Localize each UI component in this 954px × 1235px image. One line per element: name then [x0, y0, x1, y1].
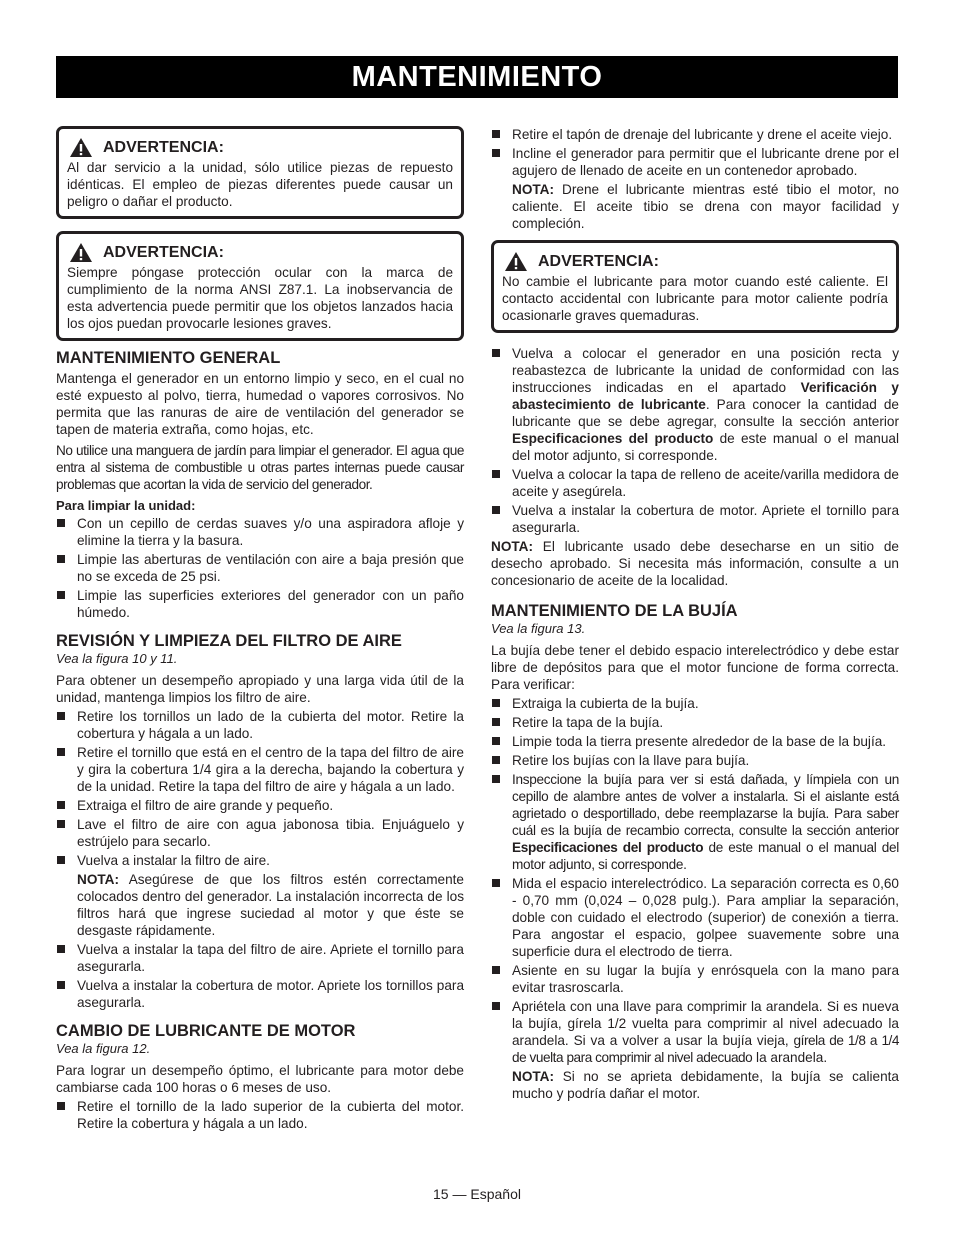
warning-label: ADVERTENCIA: [103, 243, 224, 261]
note-text: Asegúrese de que los filtros estén correctamente colocados dentro del generador. La instalación incorrecta de los filtros hará que ingrese suciedad al motor y que éste se desgaste rápidamente. [77, 872, 464, 938]
warning-header [502, 251, 888, 272]
note [491, 1068, 899, 1102]
subheading-clean: Para limpiar la unidad: [56, 498, 196, 513]
warning-box-parts [56, 126, 464, 219]
warning-triangle-icon [69, 242, 93, 263]
list-item: Mida el espacio interelectródico. La separación correcta es 0,60 - 0,70 mm (0,024 – 0,028 pulg.). Para ampliar la separación, doble con cuidado el electrodo (superior) de conexión a tierra. Para angostar el espacio, golpee suavemente sobre una superficie dura el electrodo de tierra. [491, 875, 899, 960]
warning-triangle-icon [504, 251, 528, 272]
warning-text: Siempre póngase protección ocular con la marca de cumplimiento de la norma ANSI Z87.1. La inobservancia de esta advertencia puede permitir que los objetos lanzados hacia los ojos puedan provocarle lesiones graves. [67, 265, 453, 331]
note [56, 871, 464, 939]
list-item: Retire los tornillos un lado de la cubierta del motor. Retire la cobertura y hágala a un lado. [56, 708, 464, 742]
note-label: NOTA: [491, 539, 534, 554]
paragraph: No utilice una manguera de jardín para limpiar el generador. El agua que entra al sistema de combustible u otras partes internas puede causar problemas que acortan la vida de servicio del generador. [56, 443, 464, 492]
warning-header [67, 137, 453, 158]
page-footer: 15 — Español [433, 1186, 521, 1202]
list-item: Limpie las superficies exteriores del generador con un paño húmedo. [56, 587, 464, 621]
list-item: Extraiga el filtro de aire grande y pequeño. [56, 797, 464, 814]
warning-box-eye-protection [56, 231, 464, 341]
right-column [491, 126, 899, 1104]
list-item: Lave el filtro de aire con agua jabonosa tibia. Enjuáguelo y estrújelo para secarlo. [56, 816, 464, 850]
list-item: Retire el tornillo de la lado superior de la cubierta del motor. Retire la cobertura y hágala a un lado. [56, 1098, 464, 1132]
note [491, 181, 899, 232]
figure-reference: Vea la figura 13. [491, 621, 586, 636]
list-item: Retire los bujías con la llave para bujía. [491, 752, 899, 769]
list-item: Incline el generador para permitir que el lubricante drene por el agujero de llenado de aceite en un contenedor aprobado. [491, 145, 899, 179]
note-text: Drene el lubricante mientras esté tibio el motor, no caliente. El aceite tibio se drena con mayor facilidad y compleción. [512, 182, 899, 231]
list-item: Limpie las aberturas de ventilación con aire a baja presión que no se exceda de 25 psi. [56, 551, 464, 585]
list-item: Vuelva a instalar la filtro de aire. [56, 852, 464, 869]
list-item: Con un cepillo de cerdas suaves y/o una aspiradora afloje y elimine la tierra y la basura. [56, 515, 464, 549]
list-item: Vuelva a instalar la cobertura de motor. Apriete el tornillo para asegurarla. [491, 502, 899, 536]
paragraph: Para lograr un desempeño óptimo, el lubricante para motor debe cambiarse cada 100 horas o 6 meses de uso. [56, 1063, 464, 1095]
warning-box-hot-oil [491, 240, 899, 333]
section-heading-general: MANTENIMIENTO GENERAL [56, 349, 281, 367]
list-item: Limpie toda la tierra presente alrededor de la base de la bujía. [491, 733, 899, 750]
list-item: Inspeccione la bujía para ver si está dañada, y límpiela con un cepillo de alambre antes de volver a instalarla. Si el aislante está agrietado o desportillado, debe reemplazarse la bujía. Para saber cuál es la bujía de recambio correcta, consulte la sección anterior Especificaciones del producto de este manual o el manual del motor adjunto, si corresponde. [491, 771, 899, 873]
paragraph: Mantenga el generador en un entorno limpio y seco, en el cual no esté expuesto al polvo, tierra, humedad o vapores corrosivos. No permita que las ranuras de aire de ventilación del generador se tapen de materia extraña, como hojas, etc. [56, 371, 464, 437]
list-item: Vuelva a colocar la tapa de relleno de aceite/varilla medidora de aceite y asegúrela. [491, 466, 899, 500]
note-label: NOTA: [512, 182, 555, 197]
paragraph: Para obtener un desempeño apropiado y una larga vida útil de la unidad, mantenga limpios los filtro de aire. [56, 673, 464, 705]
left-column [56, 126, 464, 1134]
section-heading-oil-change: CAMBIO DE LUBRICANTE DE MOTOR [56, 1022, 356, 1040]
warning-text: Al dar servicio a la unidad, sólo utilice piezas de repuesto idénticas. El empleo de piezas diferentes puede causar un peligro o dañar el producto. [67, 160, 453, 209]
warning-label: ADVERTENCIA: [538, 252, 659, 270]
list-item: Apriétela con una llave para comprimir la arandela. Si es nueva la bujía, gírela 1/2 vuelta para comprimir al nivel adecuado la arandela. Si va a volver a usar la bujía vieja, gírela de 1/8 a 1/4 de vuelta para comprimir al nivel adecuado la arandela. [491, 998, 899, 1066]
list-item: Vuelva a colocar el generador en una posición recta y reabastezca de lubricante la unidad de conformidad con las instrucciones indicadas en el apartado Verificación y abastecimiento de lubricante. Para conocer la cantidad de lubricante que se debe agregar, consulte la sección anterior Especificaciones del producto de este manual o el manual del motor adjunto, si corresponde. [491, 345, 899, 464]
note-label: NOTA: [512, 1069, 555, 1084]
list-item: Vuelva a instalar la tapa del filtro de aire. Apriete el tornillo para asegurarla. [56, 941, 464, 975]
note [491, 538, 899, 589]
page-title: MANTENIMIENTO [56, 56, 898, 98]
warning-text: No cambie el lubricante para motor cuando esté caliente. El contacto accidental con lubricante para motor caliente podría ocasionarle graves quemaduras. [502, 274, 888, 323]
list-item: Asiente en su lugar la bujía y enrósquela con la mano para evitar trasroscarla. [491, 962, 899, 996]
list-item: Extraiga la cubierta de la bujía. [491, 695, 899, 712]
figure-reference: Vea la figura 12. [56, 1041, 151, 1056]
warning-label: ADVERTENCIA: [103, 138, 224, 156]
note-label: NOTA: [77, 872, 120, 887]
list-item: Retire el tornillo que está en el centro de la tapa del filtro de aire y gira la cobertura 1/4 gira a la derecha, bajando la cobertura y de la unidad. Retire la tapa del filtro de aire y hágala a un lado. [56, 744, 464, 795]
list-item: Retire la tapa de la bujía. [491, 714, 899, 731]
warning-header [67, 242, 453, 263]
note-text: El lubricante usado debe desecharse en un sitio de desecho aprobado. Si necesita más información, consulte a un concesionario de aceite de la localidad. [491, 539, 899, 588]
section-heading-spark-plug: MANTENIMIENTO DE LA BUJÍA [491, 602, 738, 620]
note-text: Si no se aprieta debidamente, la bujía se calienta mucho y podría dañar el motor. [512, 1069, 899, 1101]
list-item: Retire el tapón de drenaje del lubricante y drene el aceite viejo. [491, 126, 899, 143]
list-item: Vuelva a instalar la cobertura de motor. Apriete los tornillos para asegurarla. [56, 977, 464, 1011]
figure-reference: Vea la figura 10 y 11. [56, 651, 178, 666]
warning-triangle-icon [69, 137, 93, 158]
section-heading-air-filter: REVISIÓN Y LIMPIEZA DEL FILTRO DE AIRE [56, 632, 402, 650]
paragraph: La bujía debe tener el debido espacio interelectródico y debe estar libre de depósitos para que el motor funcione de forma correcta. Para verificar: [491, 643, 899, 692]
